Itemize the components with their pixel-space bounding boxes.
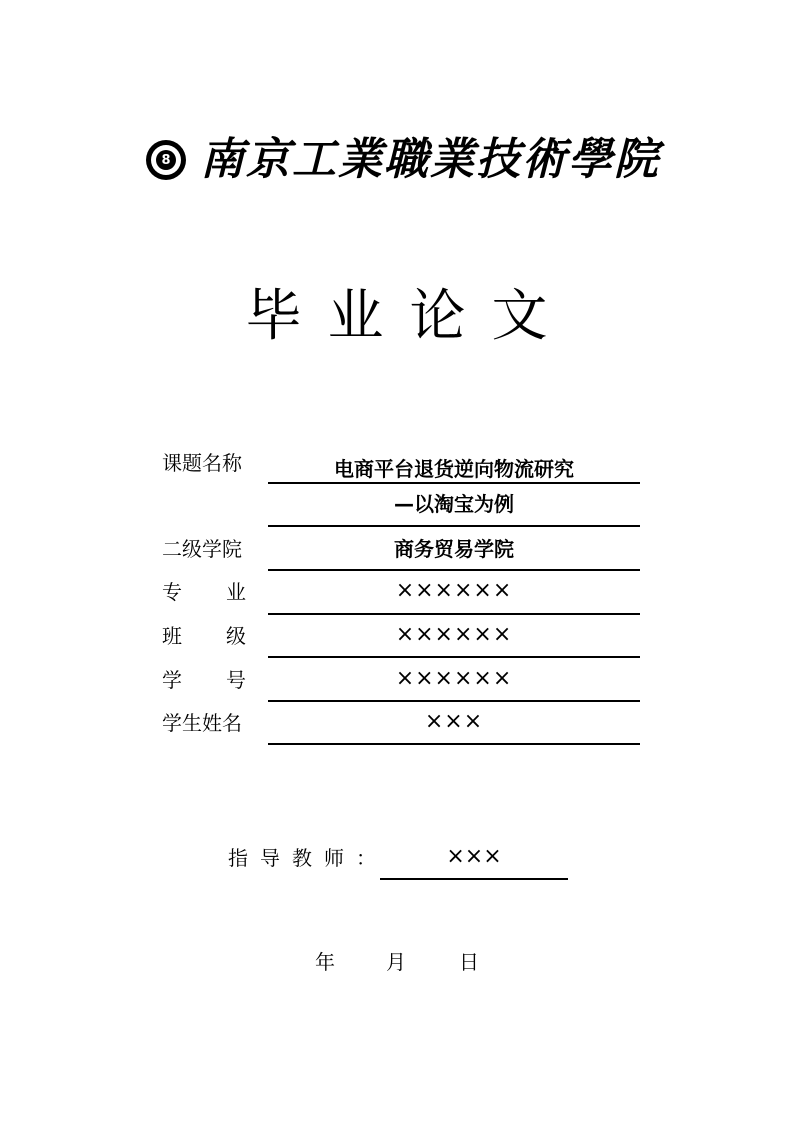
date-day: 日 — [459, 950, 479, 974]
school-header — [146, 132, 660, 188]
college-value: 商务贸易学院 — [394, 537, 514, 561]
class-underline — [268, 656, 640, 658]
major-value: ×××××× — [395, 578, 513, 603]
class-label-char-2: 级 — [226, 624, 246, 648]
major-underline — [268, 613, 640, 615]
advisor-label: 指导教师： — [228, 846, 388, 870]
topic-value-line2: —以淘宝为例 — [394, 492, 514, 516]
class-value: ×××××× — [395, 622, 513, 647]
school-emblem-icon — [146, 140, 186, 180]
advisor-value: ××× — [446, 844, 502, 869]
student-id-value: ×××××× — [395, 666, 513, 691]
student-id-label — [162, 666, 246, 694]
topic-label: 课题名称 — [162, 451, 242, 475]
major-label-char-2: 业 — [226, 580, 246, 604]
topic-underline-2 — [268, 525, 640, 527]
student-id-label-char-1: 学 — [162, 668, 182, 692]
college-label: 二级学院 — [162, 537, 242, 561]
thesis-title: 毕业论文 — [245, 284, 574, 349]
college-underline — [268, 569, 640, 571]
major-label-char-1: 专 — [162, 580, 182, 604]
class-label — [162, 622, 246, 650]
advisor-underline — [380, 878, 568, 880]
date-year: 年 — [315, 950, 335, 974]
topic-underline-1 — [268, 482, 640, 484]
major-label — [162, 578, 246, 606]
student-id-label-char-2: 号 — [226, 668, 246, 692]
school-name: 南京工業職業技術學院 — [200, 134, 660, 185]
student-name-label: 学生姓名 — [162, 711, 242, 735]
topic-value-line1: 电商平台退货逆向物流研究 — [334, 457, 574, 481]
student-name-value: ××× — [424, 709, 484, 734]
date-month: 月 — [386, 950, 406, 974]
class-label-char-1: 班 — [162, 624, 182, 648]
student-id-underline — [268, 700, 640, 702]
emblem-core: 8 — [156, 150, 176, 170]
student-name-underline — [268, 743, 640, 745]
